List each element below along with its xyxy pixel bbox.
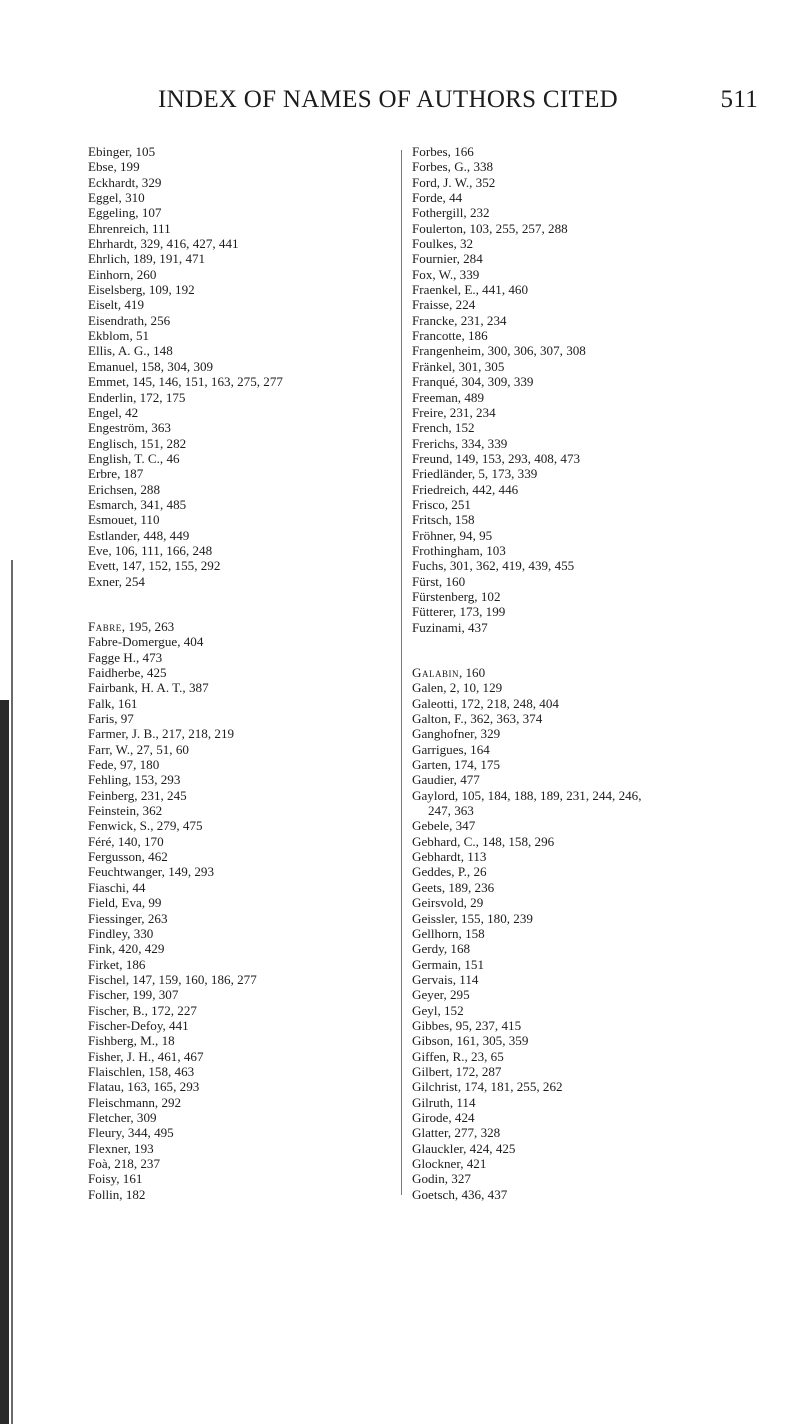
index-entry: Frerichs, 334, 339 <box>412 435 508 451</box>
group-lead-pages: , 195, 263 <box>121 618 175 634</box>
index-entry: Fehling, 153, 293 <box>88 772 181 788</box>
index-entry: Follin, 182 <box>88 1186 146 1202</box>
group-lead-name: Fabre <box>88 618 122 634</box>
index-entry: Galen, 2, 10, 129 <box>412 680 503 696</box>
index-entry: Gaylord, 105, 184, 188, 189, 231, 244, 246, <box>412 787 642 803</box>
index-entry: Glatter, 277, 328 <box>412 1125 501 1141</box>
index-entry: Emmet, 145, 146, 151, 163, 275, 277 <box>88 374 283 390</box>
index-entry: Eiselsberg, 109, 192 <box>88 282 195 298</box>
index-entry: Ehrhardt, 329, 416, 427, 441 <box>88 236 239 252</box>
index-entry: Fraenkel, E., 441, 460 <box>412 282 529 298</box>
index-entry: Fuchs, 301, 362, 419, 439, 455 <box>412 558 575 574</box>
index-entry: Francke, 231, 234 <box>412 312 507 328</box>
index-entry: Freund, 149, 153, 293, 408, 473 <box>412 450 581 466</box>
index-entry: Fink, 420, 429 <box>88 941 165 957</box>
index-entry: Flexner, 193 <box>88 1140 154 1156</box>
index-entry: Feinstein, 362 <box>88 803 163 819</box>
index-entry: Fiaschi, 44 <box>88 879 146 895</box>
index-entry: Ganghofner, 329 <box>412 726 501 742</box>
index-entry: Feinberg, 231, 245 <box>88 787 187 803</box>
index-entry: Field, Eva, 99 <box>88 895 162 911</box>
index-entry: Forbes, G., 338 <box>412 159 494 175</box>
index-entry: Giffen, R., 23, 65 <box>412 1048 504 1064</box>
index-entry: Fletcher, 309 <box>88 1109 157 1125</box>
index-entry: Foà, 218, 237 <box>88 1156 161 1171</box>
group-lead-pages: , 160 <box>458 665 486 680</box>
index-entry: Fraisse, 224 <box>412 297 476 313</box>
index-entry: Eve, 106, 111, 166, 248 <box>88 542 213 558</box>
index-entry: Freire, 231, 234 <box>412 404 496 420</box>
index-entry: Frisco, 251 <box>412 496 471 512</box>
index-entry: Gerdy, 168 <box>412 941 471 957</box>
index-column-right <box>412 144 792 1202</box>
index-entry: Garrigues, 164 <box>412 741 490 757</box>
index-entry: Fiessinger, 263 <box>88 910 168 926</box>
group-lead-name: Galabin <box>412 665 459 680</box>
index-entry: Eggel, 310 <box>88 190 145 206</box>
index-entry: Fox, W., 339 <box>412 266 480 282</box>
index-entry: Exner, 254 <box>88 573 145 589</box>
index-entry: Flaischlen, 158, 463 <box>88 1063 195 1079</box>
index-entry: Forbes, 166 <box>412 144 474 159</box>
running-title: INDEX OF NAMES OF AUTHORS CITED <box>157 86 619 113</box>
index-entry: Eisendrath, 256 <box>88 312 171 328</box>
index-entry: Galeotti, 172, 218, 248, 404 <box>412 695 559 711</box>
index-entry: Gervais, 114 <box>412 971 479 987</box>
index-entry: Francotte, 186 <box>412 328 488 344</box>
index-entry: Fleischmann, 292 <box>88 1094 182 1110</box>
index-entry: Engeström, 363 <box>88 420 171 436</box>
index-entry: Garten, 174, 175 <box>412 757 500 773</box>
index-entry: Faidherbe, 425 <box>88 665 167 680</box>
index-entry: Gebele, 347 <box>412 818 476 834</box>
page-edge-shadow <box>0 700 9 1424</box>
index-entry: Erichsen, 288 <box>88 481 160 497</box>
index-entry: Fränkel, 301, 305 <box>412 358 505 374</box>
page-edge-line <box>11 560 13 1424</box>
index-entry: Glauckler, 424, 425 <box>412 1140 516 1156</box>
index-entry: Goetsch, 436, 437 <box>412 1186 508 1202</box>
index-entry: Foisy, 161 <box>88 1171 143 1187</box>
index-entry: Farmer, J. B., 217, 218, 219 <box>88 726 235 742</box>
index-entry: Fischer-Defoy, 441 <box>88 1017 189 1033</box>
index-entry: Ekblom, 51 <box>88 328 150 344</box>
index-entry: Enderlin, 172, 175 <box>88 389 186 405</box>
index-entry: Fagge H., 473 <box>88 649 163 665</box>
index-entry: Flatau, 163, 165, 293 <box>88 1079 200 1095</box>
index-entry: Erbre, 187 <box>88 466 144 482</box>
index-entry: Gilchrist, 174, 181, 255, 262 <box>412 1079 563 1095</box>
index-entry: Ford, J. W., 352 <box>412 174 496 190</box>
page-number: 511 <box>720 86 758 113</box>
index-entry: English, T. C., 46 <box>88 450 180 466</box>
index-entry: Englisch, 151, 282 <box>88 435 187 451</box>
index-entry: Estlander, 448, 449 <box>88 527 190 543</box>
index-entry: Fritsch, 158 <box>412 512 475 528</box>
index-entry: Evett, 147, 152, 155, 292 <box>88 558 221 574</box>
index-entry: Gaudier, 477 <box>412 772 480 788</box>
page-header <box>88 86 758 120</box>
index-entry: Germain, 151 <box>412 956 484 972</box>
index-entry: Faris, 97 <box>88 711 134 727</box>
index-entry: Geets, 189, 236 <box>412 879 495 895</box>
index-entry-group-lead <box>88 619 388 634</box>
index-entry: Glockner, 421 <box>412 1156 487 1171</box>
index-entry: Frangenheim, 300, 306, 307, 308 <box>412 343 586 359</box>
group-spacer <box>412 635 792 665</box>
index-entry: Ebinger, 105 <box>88 144 156 159</box>
index-entry: Geyl, 152 <box>412 1002 464 1018</box>
index-entry: Gilruth, 114 <box>412 1094 476 1110</box>
index-entry: Gilbert, 172, 287 <box>412 1063 502 1079</box>
index-entry: Firket, 186 <box>88 956 146 972</box>
index-entry: Farr, W., 27, 51, 60 <box>88 741 189 757</box>
index-entry: Fürst, 160 <box>412 573 466 589</box>
index-entry: Friedländer, 5, 173, 339 <box>412 466 538 482</box>
index-entry: Fothergill, 232 <box>412 205 490 221</box>
index-entry: Gellhorn, 158 <box>412 925 485 941</box>
index-entry: Fürstenberg, 102 <box>412 588 501 604</box>
index-entry: Ebse, 199 <box>88 159 140 175</box>
index-entry: Fischer, B., 172, 227 <box>88 1002 197 1018</box>
index-entry: Geissler, 155, 180, 239 <box>412 910 533 926</box>
index-group-f-continued <box>412 144 792 635</box>
index-entry: Fuzinami, 437 <box>412 619 488 635</box>
index-entry: Gebhardt, 113 <box>412 849 487 865</box>
index-group-g-rest <box>412 818 792 1202</box>
index-entry: Geyer, 295 <box>412 987 470 1003</box>
index-entry: Ehrlich, 189, 191, 471 <box>88 251 206 267</box>
index-entry: Engel, 42 <box>88 404 139 420</box>
index-group-g <box>412 680 792 803</box>
index-entry: Fede, 97, 180 <box>88 757 160 773</box>
index-entry: Forde, 44 <box>412 190 463 206</box>
index-entry: Findley, 330 <box>88 925 154 941</box>
column-divider <box>401 150 402 1195</box>
index-entry: Fishberg, M., 18 <box>88 1033 175 1049</box>
index-entry: Foulkes, 32 <box>412 236 474 252</box>
index-entry: Féré, 140, 170 <box>88 833 164 849</box>
index-entry: Esmouet, 110 <box>88 512 160 528</box>
index-entry: Gibson, 161, 305, 359 <box>412 1033 529 1049</box>
index-entry: Freeman, 489 <box>412 389 484 405</box>
index-entry: Eiselt, 419 <box>88 297 145 313</box>
index-entry: Einhorn, 260 <box>88 266 157 282</box>
index-entry: Fischer, 199, 307 <box>88 987 179 1003</box>
index-entry: Fabre-Domergue, 404 <box>88 634 204 650</box>
index-entry: French, 152 <box>412 420 475 436</box>
index-entry: Feuchtwanger, 149, 293 <box>88 864 215 880</box>
index-entry-continuation: 247, 363 <box>428 803 474 819</box>
index-entry: Foulerton, 103, 255, 257, 288 <box>412 220 568 236</box>
index-entry: Girode, 424 <box>412 1109 475 1125</box>
index-entry: Fleury, 344, 495 <box>88 1125 174 1141</box>
index-entry: Fergusson, 462 <box>88 849 168 865</box>
index-entry: Frothingham, 103 <box>412 542 506 558</box>
index-entry: Esmarch, 341, 485 <box>88 496 187 512</box>
index-entry: Geddes, P., 26 <box>412 864 487 880</box>
index-entry: Ehrenreich, 111 <box>88 220 171 236</box>
index-entry: Fournier, 284 <box>412 251 483 267</box>
index-column-left <box>88 144 388 1202</box>
index-entry: Ellis, A. G., 148 <box>88 343 173 359</box>
index-entry: Gebhard, C., 148, 158, 296 <box>412 833 555 849</box>
index-entry: Fischel, 147, 159, 160, 186, 277 <box>88 971 257 987</box>
index-entry: Godin, 327 <box>412 1171 471 1187</box>
index-group-e <box>88 144 388 589</box>
index-entry-group-lead <box>412 665 792 680</box>
index-entry: Eggeling, 107 <box>88 205 162 221</box>
index-group-f <box>88 634 388 1202</box>
index-entry: Emanuel, 158, 304, 309 <box>88 358 214 374</box>
index-entry: Eckhardt, 329 <box>88 174 162 190</box>
index-entry: Fütterer, 173, 199 <box>412 604 506 620</box>
index-entry: Fairbank, H. A. T., 387 <box>88 680 209 696</box>
index-entry: Fenwick, S., 279, 475 <box>88 818 203 834</box>
index-entry: Gibbes, 95, 237, 415 <box>412 1017 522 1033</box>
index-entry: Galton, F., 362, 363, 374 <box>412 711 543 727</box>
index-entry: Geirsvold, 29 <box>412 895 484 911</box>
group-spacer <box>88 589 388 619</box>
index-entry: Falk, 161 <box>88 695 138 711</box>
index-entry: Fröhner, 94, 95 <box>412 527 493 543</box>
index-entry: Franqué, 304, 309, 339 <box>412 374 534 390</box>
index-entry: Friedreich, 442, 446 <box>412 481 519 497</box>
index-entry: Fisher, J. H., 461, 467 <box>88 1048 204 1064</box>
